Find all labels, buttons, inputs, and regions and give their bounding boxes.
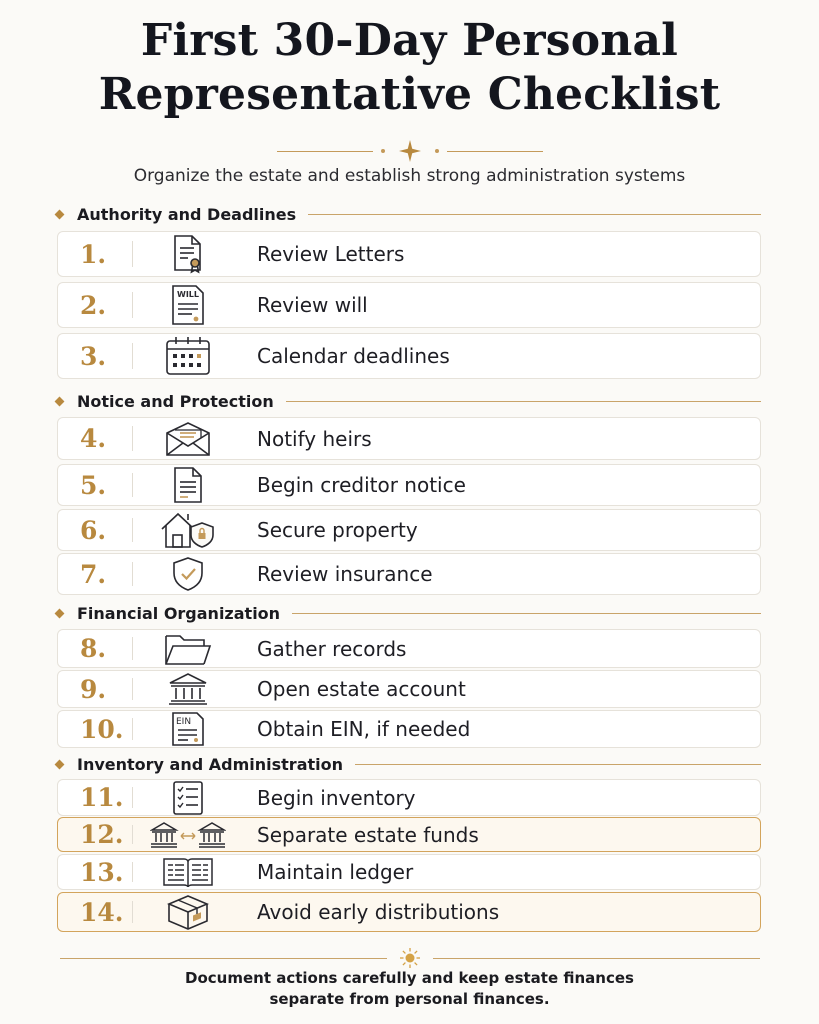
checklist-item-3 xyxy=(57,333,761,379)
item-text: Gather records xyxy=(257,636,407,661)
page-subtitle: Organize the estate and establish strong administration systems xyxy=(133,166,686,186)
diamond-bullet-icon xyxy=(55,759,65,769)
item-number: 8. xyxy=(80,634,107,663)
footer-note xyxy=(0,968,819,1010)
ledger-book-icon xyxy=(133,855,243,889)
checklist-item-7 xyxy=(57,553,761,595)
shield-check-icon xyxy=(133,556,243,592)
sun-ornament-icon xyxy=(399,947,421,969)
section-authority-deadlines xyxy=(52,203,761,225)
star-ornament-icon xyxy=(399,140,421,162)
bank-icon xyxy=(133,672,243,706)
title-ornament xyxy=(0,140,819,162)
section-label: Authority and Deadlines xyxy=(77,204,297,224)
checklist-item-6 xyxy=(57,509,761,551)
item-number: 14. xyxy=(80,897,124,927)
checklist-item-2 xyxy=(57,282,761,328)
page-title xyxy=(0,14,819,122)
item-number: 9. xyxy=(80,674,107,704)
diamond-bullet-icon xyxy=(55,608,65,618)
section-label: Inventory and Administration xyxy=(77,754,343,774)
house-shield-icon xyxy=(133,511,243,549)
document-icon xyxy=(133,466,243,504)
checklist-item-5 xyxy=(57,464,761,506)
footer-line-2: separate from personal finances. xyxy=(269,990,550,1008)
bank-transfer-icon xyxy=(133,821,243,849)
calendar-icon xyxy=(133,336,243,376)
checklist-item-4 xyxy=(57,417,761,460)
svg-text:EIN: EIN xyxy=(176,717,192,727)
item-text: Review insurance xyxy=(257,562,433,586)
box-icon xyxy=(133,894,243,930)
item-text: Calendar deadlines xyxy=(257,344,450,368)
folder-icon xyxy=(133,632,243,666)
item-number: 3. xyxy=(80,341,107,371)
envelope-icon xyxy=(133,421,243,457)
title-line-2: Representative Checklist xyxy=(98,69,721,120)
item-text: Begin creditor notice xyxy=(257,473,466,497)
item-text: Begin inventory xyxy=(257,785,416,810)
footer-line-1: Document actions carefully and keep estate finances xyxy=(185,969,634,987)
checklist-item-1 xyxy=(57,231,761,277)
svg-text:WILL: WILL xyxy=(177,290,199,299)
item-text: Review will xyxy=(257,293,368,317)
item-number: 7. xyxy=(80,559,107,589)
item-text: Maintain ledger xyxy=(257,860,414,884)
item-number: 6. xyxy=(80,515,107,545)
section-label: Notice and Protection xyxy=(77,391,274,411)
diamond-bullet-icon xyxy=(55,209,65,219)
checklist-item-12 xyxy=(57,817,761,852)
checklist-item-9 xyxy=(57,670,761,708)
checklist-item-10 xyxy=(57,710,761,748)
item-text: Obtain EIN, if needed xyxy=(257,717,471,741)
item-number: 5. xyxy=(80,470,107,500)
item-text: Avoid early distributions xyxy=(257,900,500,924)
checklist-icon xyxy=(133,780,243,816)
item-text: Open estate account xyxy=(257,677,466,701)
item-number: 4. xyxy=(80,424,107,453)
section-notice-protection xyxy=(52,390,761,412)
item-text: Secure property xyxy=(257,518,418,542)
ein-document-icon xyxy=(133,711,243,747)
item-number: 1. xyxy=(80,239,107,269)
diamond-bullet-icon xyxy=(55,396,65,406)
title-line-1: First 30-Day Personal xyxy=(140,15,679,66)
item-number: 2. xyxy=(80,290,107,320)
item-number: 11. xyxy=(80,783,124,812)
section-inventory-administration xyxy=(52,753,761,775)
item-text: Review Letters xyxy=(257,242,405,266)
item-text: Notify heirs xyxy=(257,426,372,451)
item-text: Separate estate funds xyxy=(257,822,479,847)
item-number: 10. xyxy=(80,714,124,744)
checklist-item-13 xyxy=(57,854,761,890)
section-label: Financial Organization xyxy=(77,603,281,623)
checklist-item-14 xyxy=(57,892,761,932)
checklist-item-8 xyxy=(57,629,761,668)
will-document-icon xyxy=(133,284,243,326)
section-financial-organization xyxy=(52,602,761,624)
item-number: 13. xyxy=(80,857,124,887)
item-number: 12. xyxy=(80,820,124,849)
certificate-document-icon xyxy=(133,234,243,274)
checklist-item-11 xyxy=(57,779,761,816)
footer-ornament xyxy=(60,946,760,970)
